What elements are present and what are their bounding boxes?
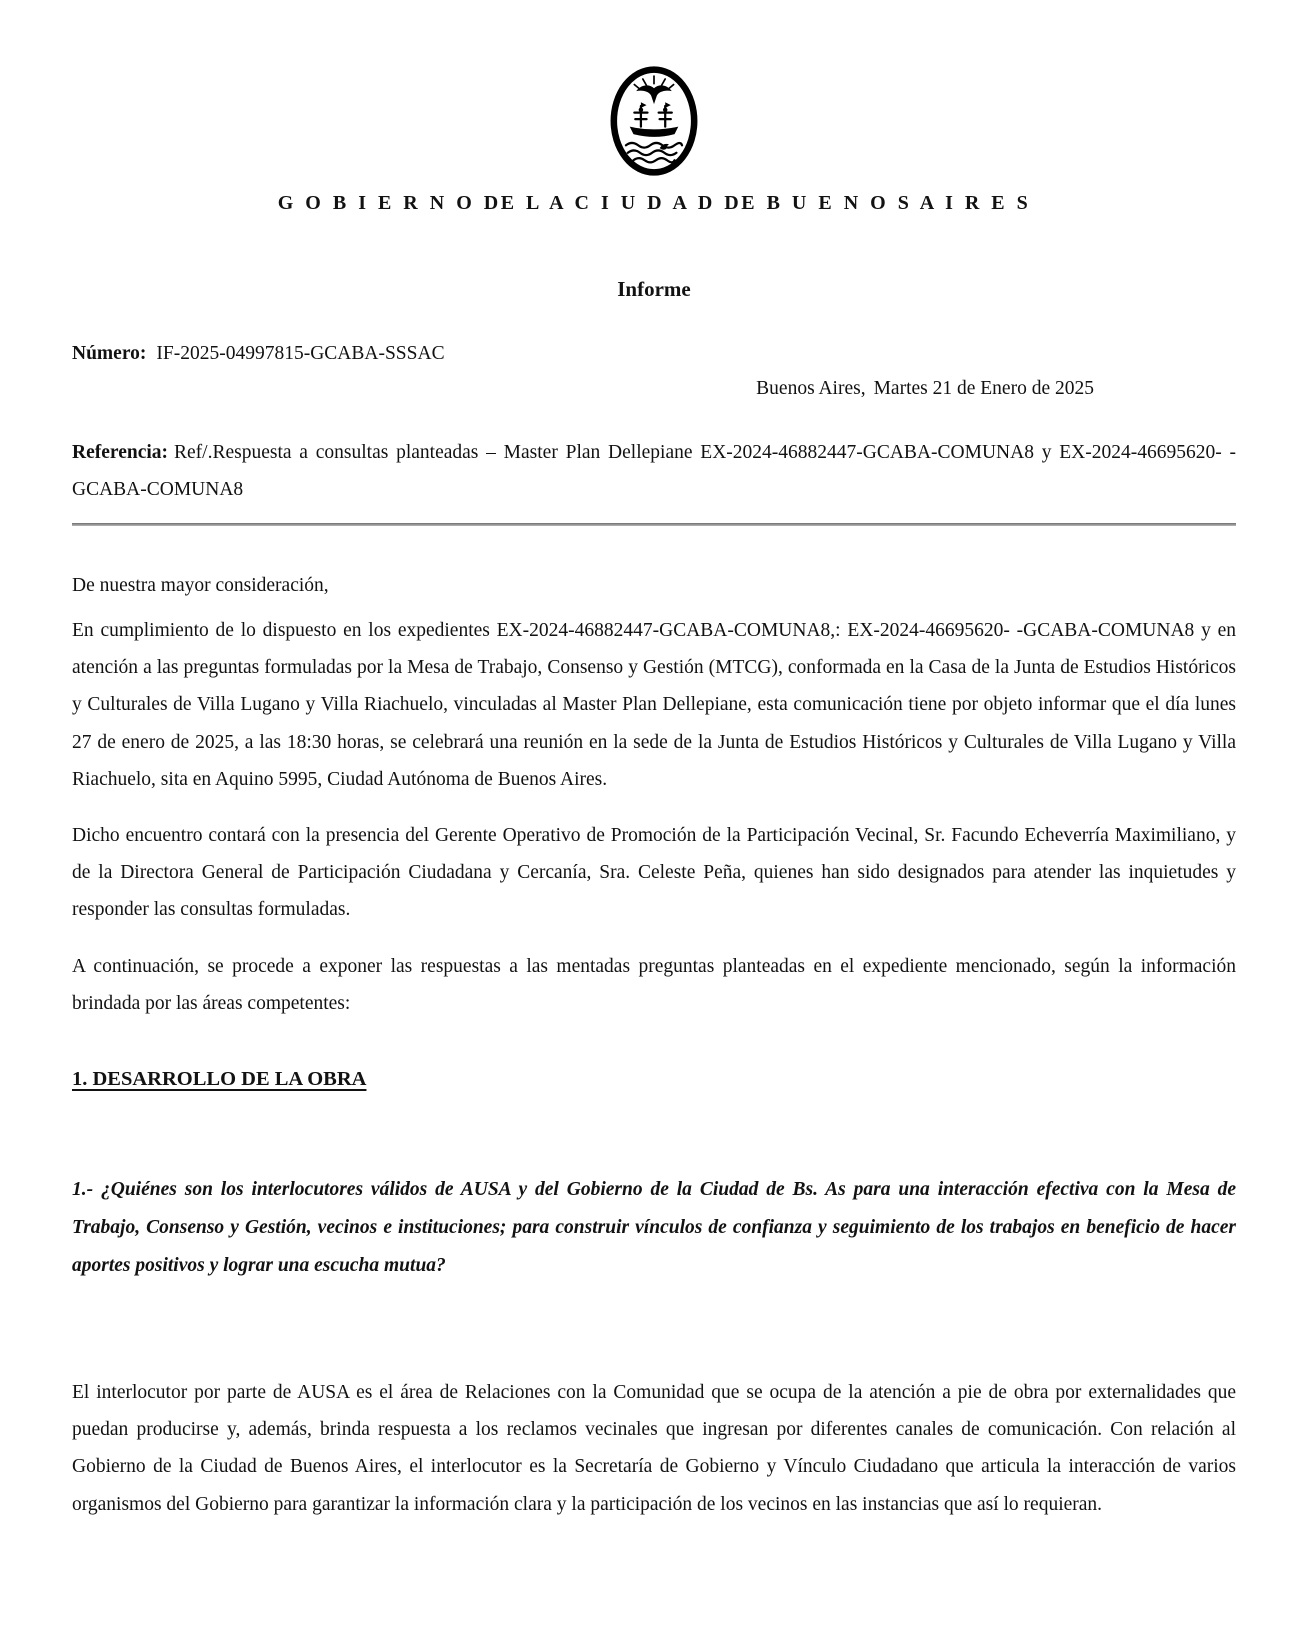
number-value: IF-2025-04997815-GCABA-SSSAC [156,343,445,364]
answer-paragraph: El interlocutor por parte de AUSA es el área de Relaciones con la Comunidad que se ocupa de la atención a pie de obra por externalidades que puedan producirse y, además, brinda respuesta a los reclamos vecinales que ingresan por diferentes canales de comunicación. Con relación al Gobierno de la Ciudad de Buenos Aires, el interlocutor es la Secretaría de Gobierno y Vínculo Ciudadano que articula la interacción de varios organismos del Gobierno para garantizar la información clara y la participación de los vecinos en las instancias que así lo requieran. [72,1382,1236,1515]
reference-block [72,434,1236,508]
place-text: Buenos Aires, [756,378,866,399]
reference-text: Ref/.Respuesta a consultas planteadas – Master Plan Dellepiane EX-2024-46882447-GCABA-COMUNA8 y EX-2024-46695620- -GCABA-COMUNA8 [72,442,1236,500]
place-date-line [72,378,1236,400]
number-label: Número: [72,343,147,364]
salutation: De nuestra mayor consideración, [72,575,329,596]
body-paragraph: En cumplimiento de lo dispuesto en los expedientes EX-2024-46882447-GCABA-COMUNA8,: EX-2024-46695620- -GCABA-COMUNA8 y en atención a las preguntas formuladas por la Mesa de Trabajo, Consenso y Gestión (MTCG), conformada en la Casa de la Junta de Estudios Históricos y Culturales de Villa Lugano y Villa Riachuelo, vinculadas al Master Plan Dellepiane, esta comunicación tiene por objeto informar que el día lunes 27 de enero de 2025, a las 18:30 horas, se celebrará una reunión en la sede de la Junta de Estudios Históricos y Culturales de Villa Lugano y Villa Riachuelo, sita en Aquino 5995, Ciudad Autónoma de Buenos Aires. [72,620,1236,790]
date-text: Martes 21 de Enero de 2025 [873,378,1094,399]
government-name: G O B I E R N O DE L A C I U D A D DE B U E N O S A I R E S [277,192,1031,214]
horizontal-rule [72,523,1236,526]
document-type-title: Informe [617,277,691,301]
section-heading: 1. DESARROLLO DE LA OBRA [72,1068,367,1091]
question-paragraph: 1.- ¿Quiénes son los interlocutores válidos de AUSA y del Gobierno de la Ciudad de Bs. As para una interacción efectiva con la Mesa de Trabajo, Consenso y Gestión, vecinos e instituciones; para construir vínculos de confianza y seguimiento de los trabajos en beneficio de hacer aportes positivos y lograr una escucha mutua? [72,1179,1236,1277]
document-number-line [72,343,1236,365]
body-paragraph: Dicho encuentro contará con la presencia del Gerente Operativo de Promoción de la Participación Vecinal, Sr. Facundo Echeverría Maximiliano, y de la Directora General de Participación Ciudadana y Cercanía, Sra. Celeste Peña, quienes han sido designados para atender las inquietudes y responder las consultas formuladas. [72,825,1236,921]
body-paragraph: A continuación, se procede a exponer las respuestas a las mentadas preguntas planteadas en el expediente mencionado, según la información brindada por las áreas competentes: [72,955,1236,1014]
buenos-aires-city-seal-icon [607,64,701,178]
reference-label: Referencia: [72,442,169,463]
seal-container [72,0,1236,178]
